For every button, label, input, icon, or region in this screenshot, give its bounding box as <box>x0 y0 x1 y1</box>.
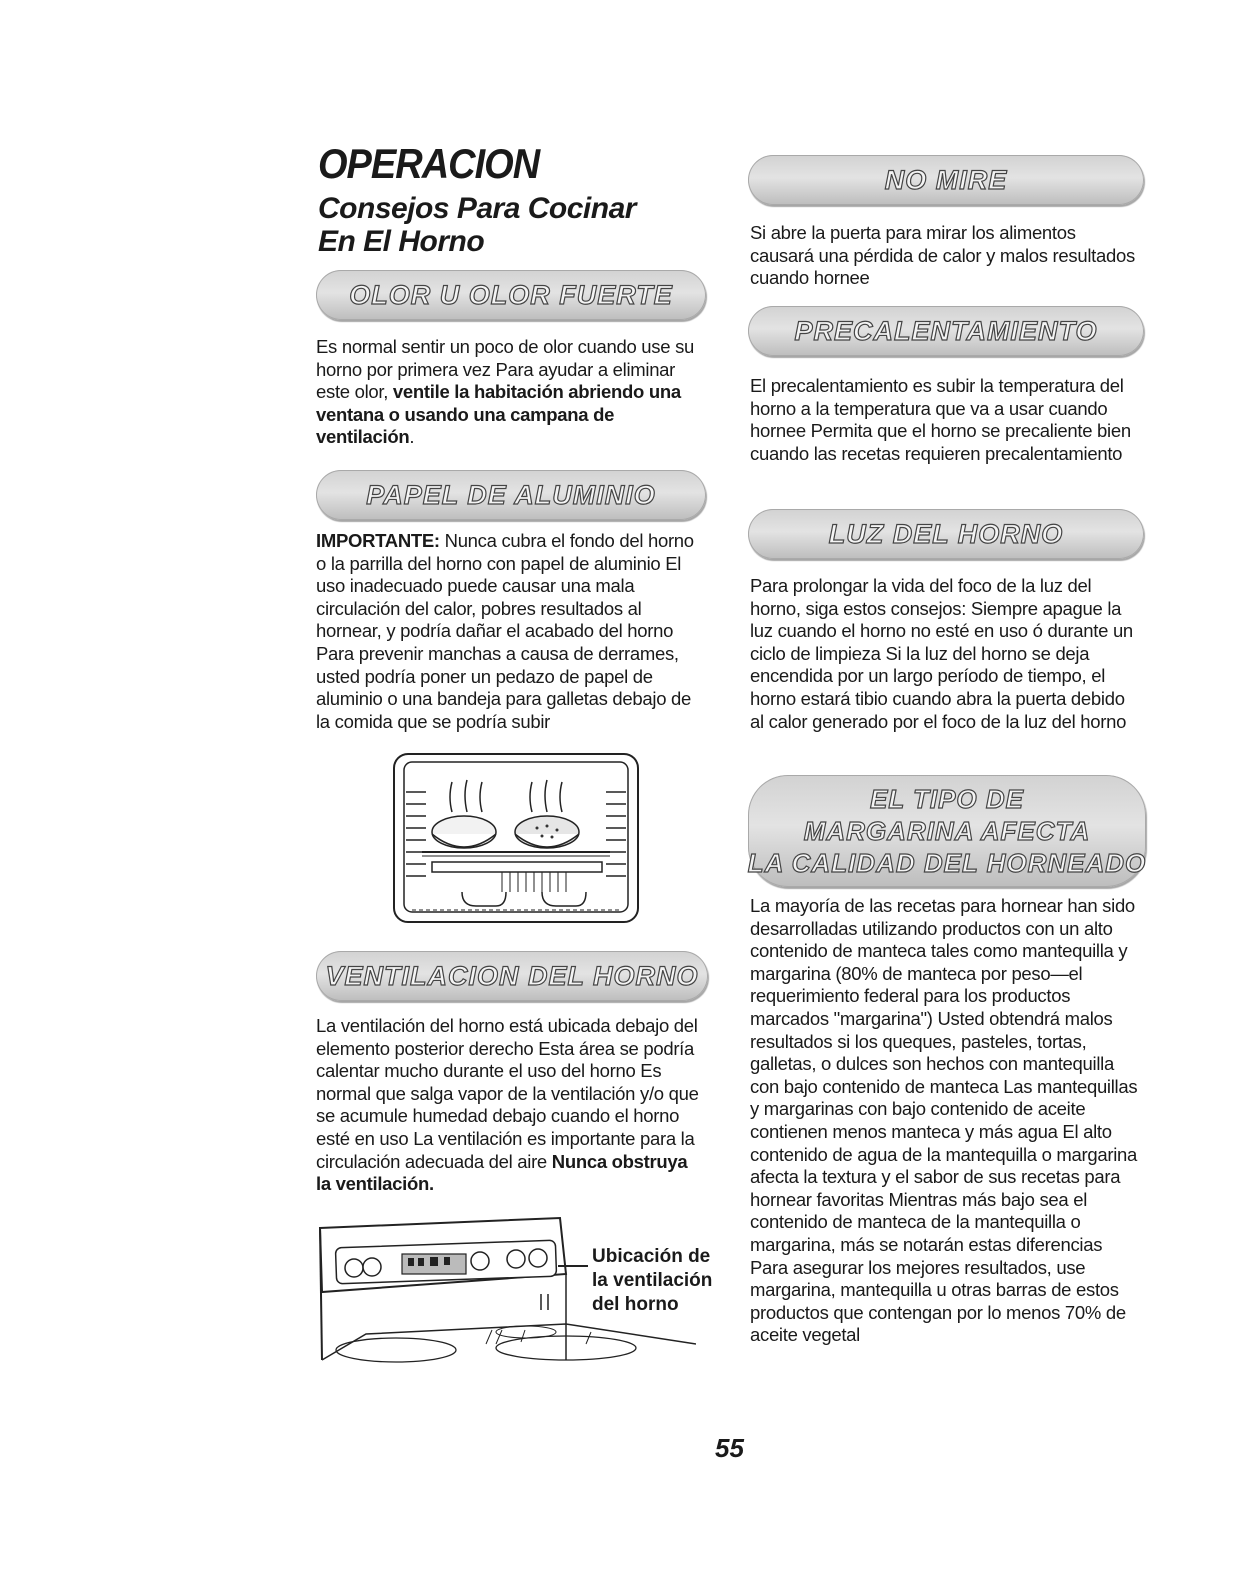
page-title <box>318 141 636 258</box>
ventilacion-heading-banner <box>316 951 708 1001</box>
papel-paragraph <box>316 530 701 733</box>
olor-heading: OLOR U OLOR FUERTE <box>349 279 673 310</box>
ventilacion-heading: VENTILACION DEL HORNO <box>325 960 699 991</box>
subtitle-line1: Consejos Para Cocinar <box>318 192 636 225</box>
margarina-paragraph: La mayoría de las recetas para hornear han sido desarrolladas utilizando productos con un alto contenido de manteca tales como mantequilla y margarina (80% de manteca por peso—el requerimiento federal para los productos marcados "margarina") Usted obtendrá malos resultados si los queques, pasteles, tortas, galletas, o dulces son hechos con mantequilla con bajo contenido de manteca Las mantequillas y margarinas con bajo contenido de aceite contienen menos manteca y más agua El alto contenido de agua de la mantequilla o margarina afecta la textura y el sabor de sus recetas para hornear favoritas Mientras más bajo sea el contenido de manteca de la mantequilla o margarina, más se notarán estas diferencias Para asegurar los mejores resultados, use margarina, mantequilla u otras barras de estos productos que contengan por lo menos 70% de aceite vegetal <box>750 895 1138 1346</box>
callout-line2: la ventilación <box>592 1270 713 1291</box>
vent-location-callout <box>592 1245 712 1317</box>
precalentamiento-heading: PRECALENTAMIENTO <box>794 315 1098 346</box>
oven-interior-illustration <box>392 752 640 924</box>
margarina-heading-line3: LA CALIDAD DEL HORNEADO <box>747 848 1147 878</box>
section-title: OPERACION <box>318 141 540 189</box>
papel-heading-banner <box>316 470 706 520</box>
margarina-heading-banner <box>748 775 1146 887</box>
olor-paragraph <box>316 336 696 449</box>
papel-label: IMPORTANTE: <box>316 530 440 551</box>
callout-line1: Ubicación de <box>592 1246 711 1267</box>
papel-text: Nunca cubra el fondo del horno o la parrilla del horno con papel de aluminio El uso inadecuado puede causar una mala circulación del calor, pobres resultados al hornear, y podría dañar el acabado del horno Para prevenir manchas a causa de derrames, usted podría poner un pedazo de papel de aluminio o una bandeja para galletas debajo de la comida que se podría subir <box>316 530 694 732</box>
olor-heading-banner <box>316 270 706 320</box>
ventilacion-text-bold: Nunca obstruya la ventilación. <box>316 1150 688 1195</box>
no-mire-heading: NO MIRE <box>884 164 1008 195</box>
precalentamiento-paragraph: El precalentamiento es subir la temperatura del horno a la temperatura que va a usar cuando hornee Permita que el horno se precaliente bien cuando las recetas requieren precalentamiento <box>750 375 1131 464</box>
olor-text: Es normal sentir un poco de olor cuando use su horno por primera vez Para ayudar a eliminar este olor, <box>316 336 695 403</box>
page-number: 55 <box>715 1433 744 1463</box>
subtitle-line2: En El Horno <box>318 225 485 258</box>
ventilacion-paragraph <box>316 1015 701 1196</box>
luz-heading-banner <box>748 509 1144 559</box>
no-mire-heading-banner <box>748 155 1144 205</box>
margarina-heading-line2: MARGARINA AFECTA <box>803 816 1091 846</box>
olor-text-bold: ventile la habitación abriendo una ventana o usando una campana de ventilación <box>316 381 681 448</box>
ventilacion-text: La ventilación del horno está ubicada debajo del elemento posterior derecho Esta área se podría calentar mucho durante el uso del horno Es normal que salga vapor de la ventilación y/o que se acumule humedad debajo cuando el horno esté en uso La ventilación es importante para la circulación adecuada del aire <box>316 1015 699 1172</box>
papel-heading: PAPEL DE ALUMINIO <box>366 479 656 510</box>
luz-heading: LUZ DEL HORNO <box>828 518 1064 549</box>
callout-line3: del horno <box>592 1294 679 1315</box>
no-mire-paragraph: Si abre la puerta para mirar los alimentos causará una pérdida de calor y malos resultados cuando hornee <box>750 222 1135 289</box>
olor-text-end: . <box>409 426 415 448</box>
luz-paragraph: Para prolongar la vida del foco de la luz del horno, siga estos consejos: Siempre apague la luz cuando el horno no esté en uso ó durante un ciclo de limpieza Si la luz del horno se deja encendida por un largo período de tiempo, el horno estará tibio cuando abra la puerta debido al calor generado por el foco de la luz del horno <box>750 575 1133 732</box>
margarina-heading-line1: EL TIPO DE <box>870 784 1024 814</box>
precalentamiento-heading-banner <box>748 306 1144 356</box>
